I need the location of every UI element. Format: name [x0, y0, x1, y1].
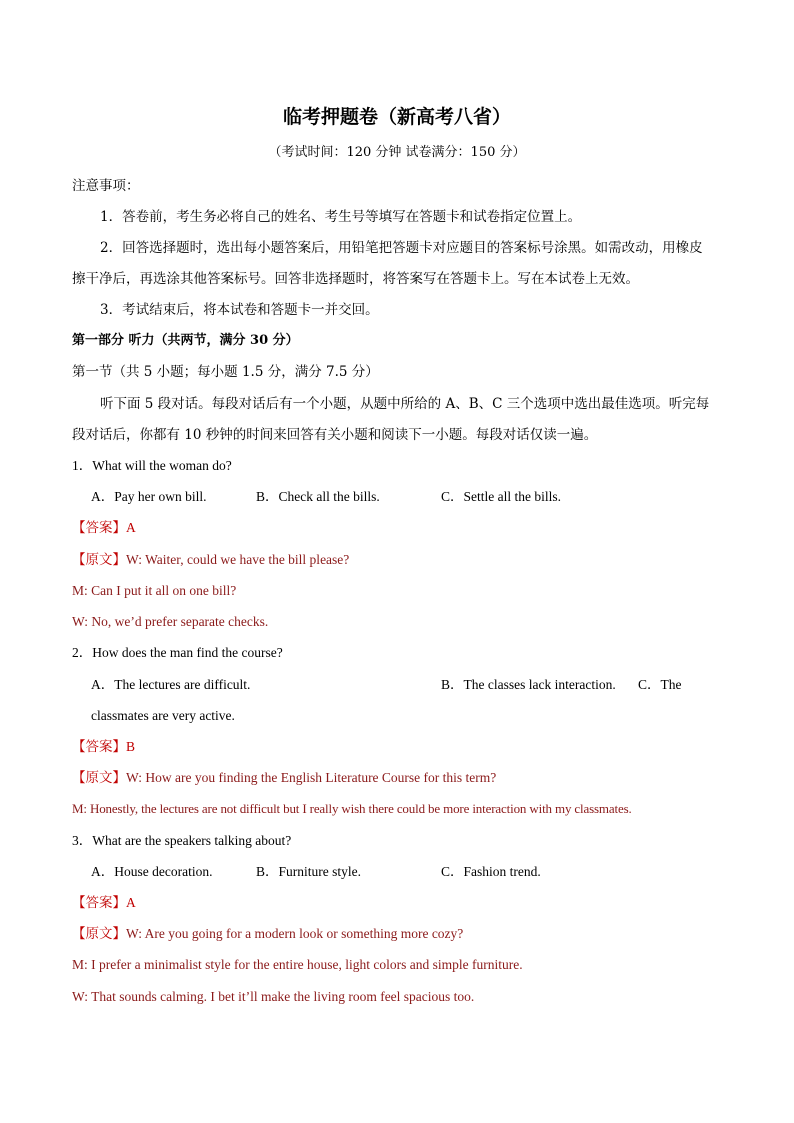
- transcript-line: [72, 925, 463, 943]
- section-instructions-continued: 段对话后，你都有 10 秒钟的时间来回答有关小题和阅读下一小题。每段对话仅读一遍。: [72, 427, 598, 443]
- question-stem: 2．How does the man find the course?: [72, 645, 283, 660]
- note-item: 2．回答选择题时，选出每小题答案后，用铅笔把答题卡对应题目的答案标号涂黑。如需改动，用橡皮: [100, 240, 703, 256]
- answer-tag: 【答案】: [72, 895, 126, 911]
- option-c: C．Settle all the bills.: [441, 489, 561, 504]
- option-b: B．Furniture style.: [256, 864, 361, 879]
- note-item-continued: 擦干净后，再选涂其他答案标号。回答非选择题时，将答案写在答题卡上。写在本试卷上无效。: [72, 271, 639, 287]
- transcript-text: W: That sounds calming. I bet it’ll make the living room feel spacious too.: [72, 989, 475, 1004]
- source-tag: 【原文】: [72, 552, 126, 568]
- question-stem: 1．What will the woman do?: [72, 458, 232, 473]
- source-tag: 【原文】: [72, 770, 126, 786]
- answer-line: [72, 894, 136, 912]
- answer-line: [72, 738, 135, 756]
- answer-tag: 【答案】: [72, 739, 126, 755]
- answer-value: B: [126, 739, 136, 754]
- option-c: C．Fashion trend.: [441, 864, 541, 879]
- page-title: 临考押题卷（新高考八省）: [282, 106, 511, 128]
- answer-tag: 【答案】: [72, 520, 126, 536]
- note-item: 3．考试结束后，将本试卷和答题卡一并交回。: [100, 302, 379, 318]
- source-tag: 【原文】: [72, 926, 126, 942]
- transcript-line: [72, 769, 496, 787]
- option-a: A．The lectures are difficult.: [91, 677, 251, 692]
- transcript-text: M: Honestly, the lectures are not difficult but I really wish there could be more interaction with my classmates.: [72, 801, 632, 816]
- section-instructions: 听下面 5 段对话。每段对话后有一个小题，从题中所给的 A、B、C 三个选项中选出最佳选项。听完每: [100, 396, 710, 412]
- transcript-text: W: Waiter, could we have the bill please?: [126, 552, 350, 567]
- option-a: A．Pay her own bill.: [91, 489, 207, 504]
- option-c-continued: classmates are very active.: [91, 708, 235, 723]
- transcript-text: M: I prefer a minimalist style for the entire house, light colors and simple furniture.: [72, 957, 523, 972]
- answer-value: A: [126, 895, 136, 910]
- option-b: B．Check all the bills.: [256, 489, 380, 504]
- transcript-text: W: Are you going for a modern look or something more cozy?: [126, 926, 464, 941]
- section-heading: 第一节（共 5 小题；每小题 1.5 分，满分 7.5 分）: [72, 364, 379, 380]
- answer-value: A: [126, 520, 136, 535]
- notes-heading: 注意事项：: [72, 178, 140, 194]
- transcript-text: M: Can I put it all on one bill?: [72, 583, 237, 598]
- part-heading: 第一部分 听力（共两节，满分 30 分）: [72, 333, 299, 348]
- question-stem: 3．What are the speakers talking about?: [72, 833, 292, 848]
- transcript-text: W: No, we’d prefer separate checks.: [72, 614, 269, 629]
- option-b: B．The classes lack interaction.: [441, 677, 616, 692]
- option-a: A．House decoration.: [91, 864, 213, 879]
- answer-line: [72, 519, 136, 537]
- exam-time-info: （考试时间：120 分钟 试卷满分：150 分）: [268, 145, 526, 160]
- transcript-text: W: How are you finding the English Literature Course for this term?: [126, 770, 497, 785]
- transcript-line: [72, 551, 349, 569]
- note-item: 1．答卷前，考生务必将自己的姓名、考生号等填写在答题卡和试卷指定位置上。: [100, 209, 582, 225]
- option-c: C．The: [638, 677, 682, 692]
